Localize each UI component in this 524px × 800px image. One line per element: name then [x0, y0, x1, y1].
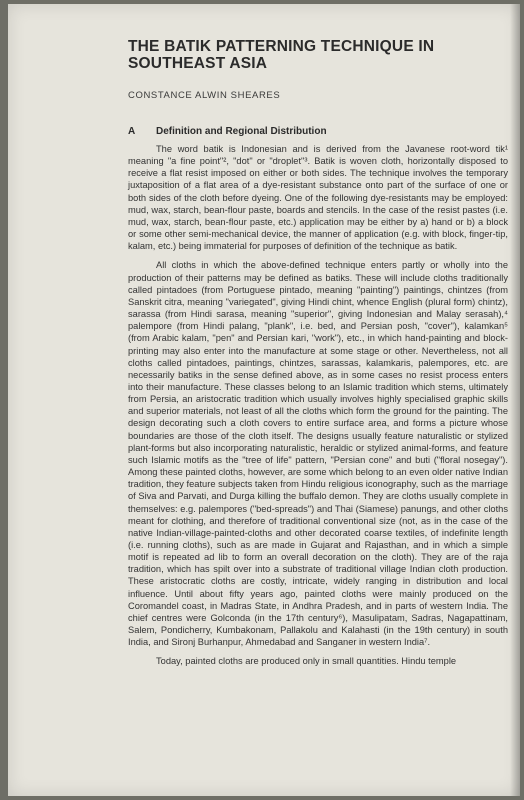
page-spine-shadow	[510, 4, 520, 796]
author-name: CONSTANCE ALWIN SHEARES	[128, 90, 281, 101]
section-heading	[128, 126, 327, 137]
book-page	[8, 4, 520, 796]
paragraph-cloths: All cloths in which the above-defined technique enters partly or wholly into the production of their patterns may be defined as batiks. These will include cloths traditionally called pintadoes (from Portuguese pintado, meaning "painting") paintings, chintzes (from Sanskrit citra, meaning "variegated", giving Hindi chint, whence English (plural form) chintz), sarassa (from Hindi sarasa, meaning "superior", giving Indonesian and Malay serasah),⁴ palempore (from Hindi palang, "plank", i.e. bed, and Persian posh, "cover"), kalamkan⁵ (from Arabic kalam, "pen" and Persian kari, "work"), etc., in which hand-painting and block-printing may also enter into the manufacture at some stage or other. Nevertheless, not all cloths called pintadoes, paintings, chintzes, sarassas, kalamkaris, palempores, etc. are necessarily batiks in the sense defined above, as in some cases no resist process enters into their manufacture. These classes belong to an Islamic tradition which stems, ultimately from Persia, an aristocratic tradition which usually involves highly specialised graphic skills and superior materials, not least of all the cloths which form the ground for the painting. The design decorating such a cloth covers to entire surface area, and forms a picture whose boundaries are those of the cloth itself. The designs usually feature naturalistic or stylized plant-forms but also incorporating naturalistic, heraldic or stylized animal-forms, and feature such Islamic motifs as the "tree of life" pattern, "Persian cone" and buti ("floral nosegay"). Among these painted cloths, however, are some which belong to an even older native Indian tradition, they feature subjects taken from Hindu religious iconography, such as the marriage of Siva and Parvati, and Durga killing the buffalo demon. They are cloths usually complete in themselves: e.g. palempores ("bed-spreads") and Thai (Siamese) panungs, and other cloths meant for clothing, and therefore of traditional conventional size (not, as in the case of the native Indian-village-painted-cloths and other decorated coarse textiles, of indefinite length (i.e. running cloths), such as are made in Gujarat and Rajasthan, and in which a simple motif is repeated ad lib to form an overall decoration on the cloth). They are of the raja tradition, which has spilt over into a substrate of traditional village Indian cloth production. These aristocratic cloths are costly, intricate, widely ranging in distribution and local influence. Until about fifty years ago, painted cloths were mainly produced on the Coromandel coast, in Madras State, in Andhra Pradesh, and in parts of western India. The chief centres were Golconda (in the 17th century⁶), Masulipatam, Sadras, Nagapattinam, Salem, Pondicherry, Kumbakonam, Pallakolu and Kalahasti (in the 19th century) in south India, and Sironj Burhanpur, Ahmedabad and Sanganer in western India⁷.	[128, 260, 508, 648]
section-letter: A	[128, 126, 136, 137]
paragraph-today: Today, painted cloths are produced only in small quantities. Hindu temple	[156, 656, 457, 667]
section-title: Definition and Regional Distribution	[156, 126, 327, 137]
paragraph-definition: The word batik is Indonesian and is derived from the Javanese root-word tik¹ meaning "a fine point"², "dot" or "droplet"³. Batik is woven cloth, horizontally disposed to receive a flat resist imposed on either or both sides. The technique involves the temporary juxtaposition of a flat area of a dye-resistant substance onto part of the surface of one or both sides of the cloth before dyeing. One of the following dye-resistants may be employed: mud, wax, starch, bean-flour paste, boards and stencils. In the case of the resist pastes (i.e. mud, wax, starch, bean-flour paste, etc.) application may be either by a) hand or b) a block or some other semi-mechanical device, the manner of application (e.g. with block, finger-tip, kalam, etc.) being immaterial for purposes of definition of the technique as batik.	[128, 144, 508, 252]
article-body	[128, 143, 508, 675]
article-title: THE BATIK PATTERNING TECHNIQUE IN SOUTHEAST ASIA	[128, 38, 435, 72]
